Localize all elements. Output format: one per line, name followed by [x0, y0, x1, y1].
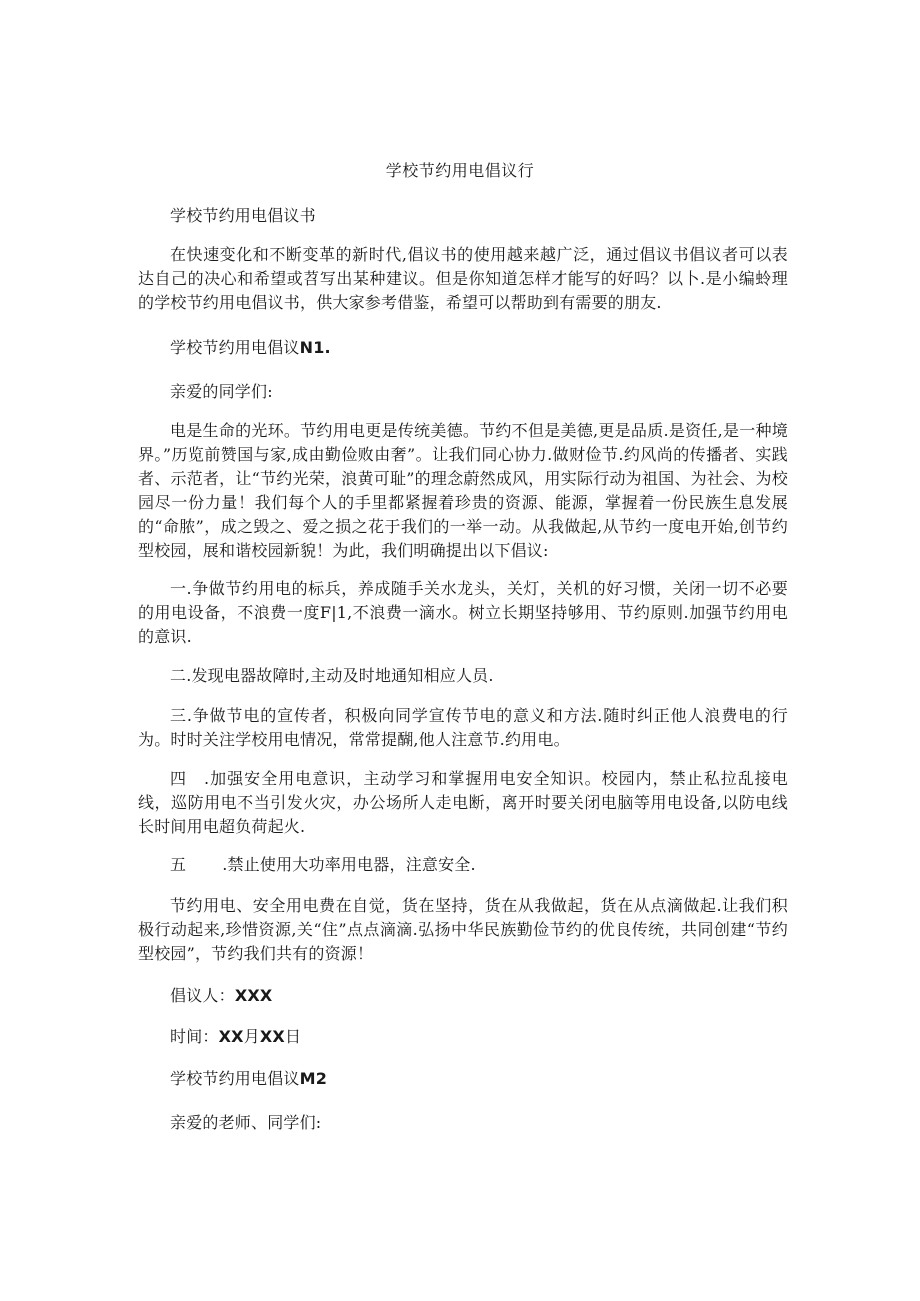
date-month-unit: 月: [243, 1027, 260, 1046]
date-day-value: XX: [259, 1027, 285, 1046]
greeting-students: 亲爱的同学们:: [170, 382, 273, 401]
date-month-value: XX: [218, 1027, 244, 1046]
date-label: 时间：: [170, 1027, 219, 1046]
section2-heading-text: 学校节约用电倡议: [170, 1069, 300, 1088]
proposal-item-5: [170, 854, 476, 876]
greeting-teachers-students: 亲爱的老师、同学们:: [170, 1113, 322, 1132]
proposal-item-5-number: 五: [170, 855, 187, 874]
signer-value: XXX: [234, 986, 273, 1005]
proposal-item-2: 二.发现电器故障时,主动及时地通知相应人员.: [170, 666, 494, 685]
date-line: [170, 1026, 301, 1048]
document-subtitle: 学校节约用电倡议书: [170, 206, 316, 225]
intro-paragraph: 在快速变化和不断变革的新时代,倡议书的使用越来越广泛，通过倡议书倡议者可以表达自己的决心和希望或苕写出某种建议。但是你知道怎样才能写的好吗？以卜.是小编蛉理的学校节约用电倡议书，供大家参考借鉴，希望可以帮助到有需要的朋友.: [138, 245, 788, 312]
section1-heading-number: N1.: [299, 338, 331, 357]
section2-heading-number: M2: [299, 1069, 328, 1088]
proposal-item-1: 一.争做节约用电的标兵，养成随手关水龙头，关灯，关机的好习惯，关闭一切不必要的用电设备，不浪费一度F|1,不浪费一滴水。树立长期坚持够用、节约原则.加强节约用电的意识.: [138, 579, 788, 646]
section2-heading: [170, 1068, 327, 1090]
body-paragraph: 电是生命的光环。节约用电更是传统美德。节约不但是美德,更是品质.是资任,是一种境界。”历览前赞国与家,成由勤俭败由奢”。让我们同心协力.做财俭节.约风尚的传播者、实践者、示范者，让“节约光荣，浪黄可耻”的理念蔚然成风，用实际行动为祖国、为社会、为校园尽一份力量！我们每个人的手里都紧握着珍贵的资源、能源，掌握着一份民族生息发展的“命脓”，成之毁之、爱之损之花于我们的一举一动。从我做起,从节约一度电开始,创节约型校园，展和谐校园新貌！为此，我们明确提出以下倡议:: [138, 421, 788, 560]
section1-heading-text: 学校节约用电倡议: [170, 338, 300, 357]
signer-line: [170, 985, 272, 1007]
document-title: 学校节约用电倡议行: [385, 161, 535, 180]
section1-heading: [170, 337, 331, 359]
signer-label: 倡议人：: [170, 986, 235, 1005]
proposal-item-3: 三.争做节电的宣传者，积极向同学宣传节电的意义和方法.随时纠正他人浪费电的行为。时时关注学校用电情况，常常提醐,他人注意节.约用电。: [138, 706, 788, 749]
closing-paragraph: 节约用电、安全用电费在自觉，货在坚持，货在从我做起，货在从点滴做起.让我们积极行动起来,珍惜资源,关“住”点点滴滴.弘扬中华民族勤俭节约的优良传统，共同创建“节约型校园”，节约我们共有的资源！: [138, 896, 788, 963]
date-day-unit: 日: [284, 1027, 302, 1046]
proposal-item-4: 四 .加强安全用电意识，主动学习和掌握用电安全知识。校园内，禁止私拉乱接电线，巡防用电不当引发火灾，办公场所人走电断，离开时要关闭电脑等用电设备,以防电线长时间用电超负荷起火.: [138, 769, 788, 836]
proposal-item-5-text: .禁止使用大功率用电器，注意安全.: [222, 855, 476, 874]
